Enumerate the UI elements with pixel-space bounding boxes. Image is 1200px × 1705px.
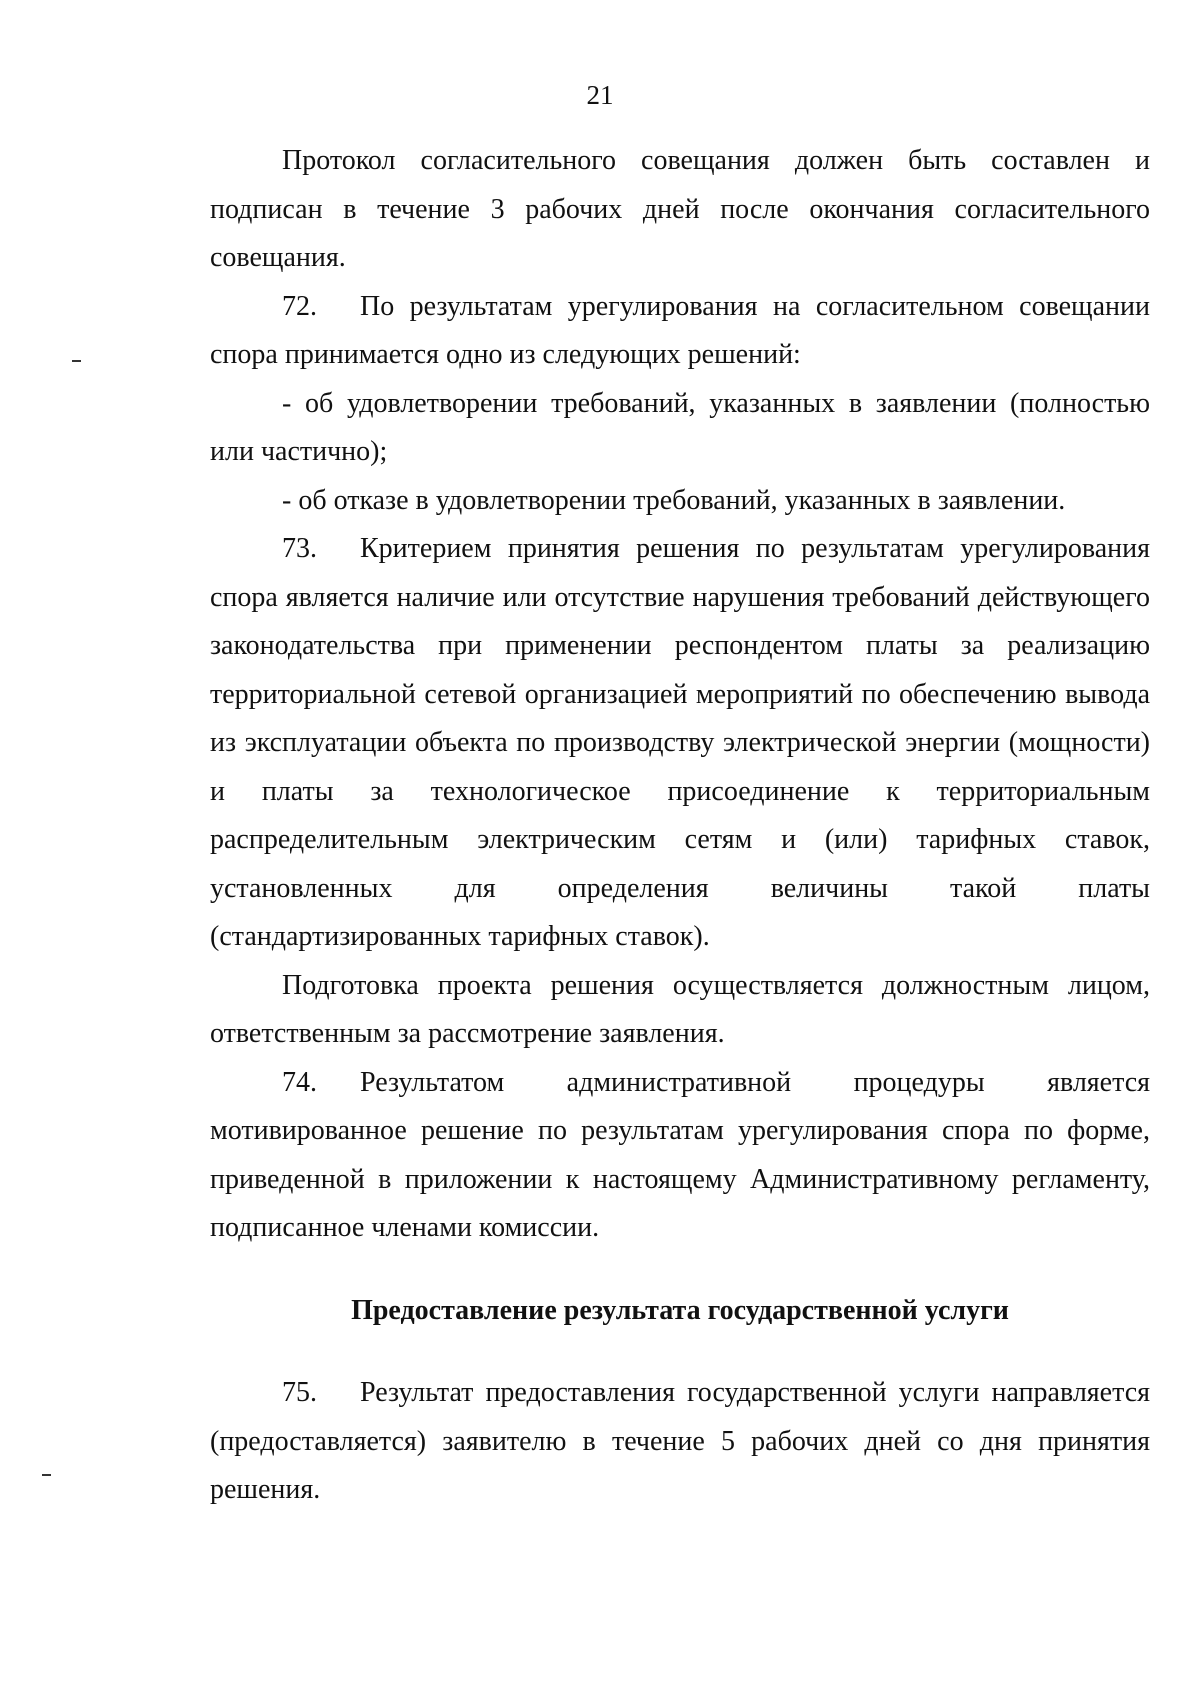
scan-artifact-mark (42, 1474, 51, 1476)
paragraph-text: Протокол согласительного совещания должен быть составлен и подписан в течение 3 рабочих дней после окончания согласительного совещания. (210, 145, 1150, 273)
paragraph-protocol (210, 137, 1150, 283)
paragraph-74 (210, 1059, 1150, 1253)
paragraph-text: Результатом административной процедуры является мотивированное решение по результатам урегулирования спора по форме, приведенной в приложении к настоящему Административному регламенту, подписанное членами комиссии. (210, 1066, 1150, 1243)
list-item-text: - об удовлетворении требований, указанных в заявлении (полностью или частично); (210, 387, 1150, 467)
paragraph-number: 74. (282, 1066, 317, 1098)
paragraph-number: 75. (282, 1377, 317, 1408)
list-item-text: - об отказе в удовлетворении требований, указанных в заявлении. (282, 484, 1066, 516)
list-item-satisfy (210, 380, 1150, 477)
section-heading: Предоставление результата государственной услуги (351, 1294, 1009, 1326)
paragraph-73 (210, 525, 1150, 962)
paragraph-text: Подготовка проекта решения осуществляется должностным лицом, ответственным за рассмотрение заявления. (210, 969, 1150, 1049)
paragraph-text: Критерием принятия решения по результатам урегулирования спора является наличие или отсутствие нарушения требований действующего законодательства при применении респондентом платы за реализацию территориальной сетевой организацией мероприятий по обеспечению вывода из эксплуатации объекта по производству электрической энергии (мощности) и платы за технологическое присоединение к территориальным распределительным электрическим сетям и (или) тарифных ставок, установленных для определения величины такой платы (стандартизированных тарифных ставок). (210, 533, 1150, 952)
document-body (210, 137, 1150, 1515)
paragraph-number: 73. (282, 533, 317, 564)
page-number: 21 (586, 80, 614, 110)
paragraph-number: 72. (282, 290, 317, 322)
paragraph-72 (210, 283, 1150, 380)
paragraph-preparation (210, 962, 1150, 1059)
paragraph-75 (210, 1369, 1150, 1515)
paragraph-text: По результатам урегулирования на согласительном совещании спора принимается одно из следующих решений: (210, 290, 1150, 370)
paragraph-text: Результат предоставления государственной услуги направляется (предоставляется) заявителю в течение 5 рабочих дней со дня принятия решения. (210, 1377, 1150, 1505)
list-item-refuse (210, 477, 1150, 526)
scan-artifact-mark (72, 360, 81, 362)
